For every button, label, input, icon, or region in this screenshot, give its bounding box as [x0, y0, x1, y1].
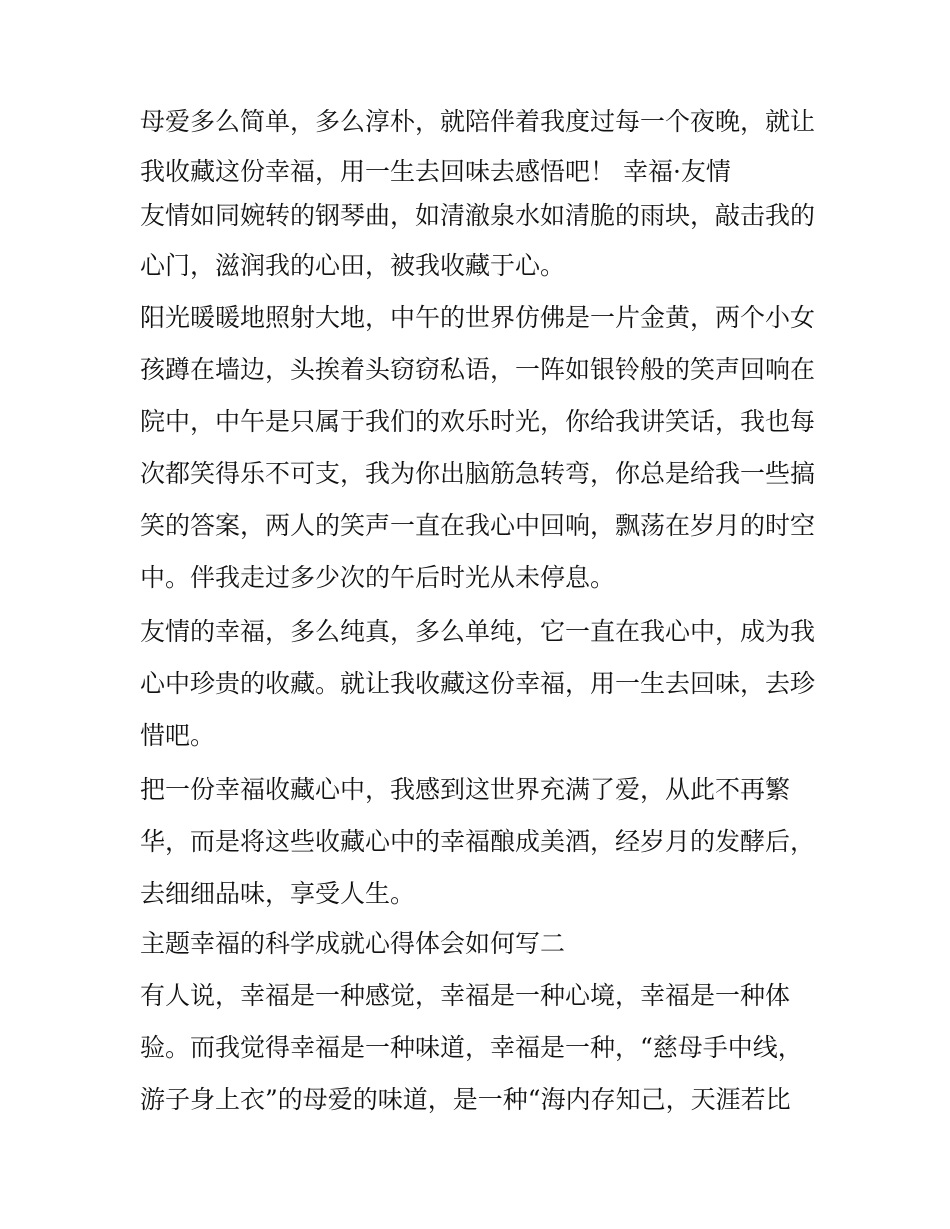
text-line-6: 孩蹲在墙边，头挨着头窃窃私语，一阵如银铃般的笑声回响在	[140, 355, 816, 384]
text-line-13: 惜吧。	[140, 721, 216, 750]
text-line-9: 笑的答案，两人的笑声一直在我心中回响，飘荡在岁月的时空	[140, 511, 816, 540]
text-line-16: 去细细品味，享受人生。	[140, 879, 416, 908]
text-line-12: 心中珍贵的收藏。就让我收藏这份幸福，用一生去回味，去珍	[140, 669, 816, 698]
text-line-20: 游子身上衣”的母爱的味道，是一种“海内存知己，天涯若比	[140, 1085, 791, 1114]
text-line-5: 阳光暖暖地照射大地，中午的世界仿佛是一片金黄，两个小女	[140, 303, 816, 332]
text-line-19: 验。而我觉得幸福是一种味道，幸福是一种，“慈母手中线，	[140, 1033, 803, 1062]
text-line-8: 次都笑得乐不可支，我为你出脑筋急转弯，你总是给我一些搞	[140, 459, 816, 488]
text-line-7: 院中，中午是只属于我们的欢乐时光，你给我讲笑话，我也每	[140, 407, 816, 436]
section-heading: 主题幸福的科学成就心得体会如何写二	[140, 929, 566, 958]
text-line-11: 友情的幸福，多么纯真，多么单纯，它一直在我心中，成为我	[140, 617, 816, 646]
text-line-1: 母爱多么简单，多么淳朴，就陪伴着我度过每一个夜晚，就让	[140, 107, 816, 136]
text-line-3: 友情如同婉转的钢琴曲，如清澈泉水如清脆的雨块，敲击我的	[140, 201, 816, 230]
text-line-18: 有人说，幸福是一种感觉，幸福是一种心境，幸福是一种体	[140, 981, 791, 1010]
text-line-4: 心门，滋润我的心田，被我收藏于心。	[140, 251, 566, 280]
text-line-2: 我收藏这份幸福，用一生去回味去感悟吧！ 幸福·友情	[140, 157, 731, 186]
text-line-15: 华，而是将这些收藏心中的幸福酿成美酒，经岁月的发酵后，	[140, 827, 816, 856]
text-line-10: 中。伴我走过多少次的午后时光从未停息。	[140, 563, 616, 592]
text-line-14: 把一份幸福收藏心中，我感到这世界充满了爱，从此不再繁	[140, 775, 791, 804]
